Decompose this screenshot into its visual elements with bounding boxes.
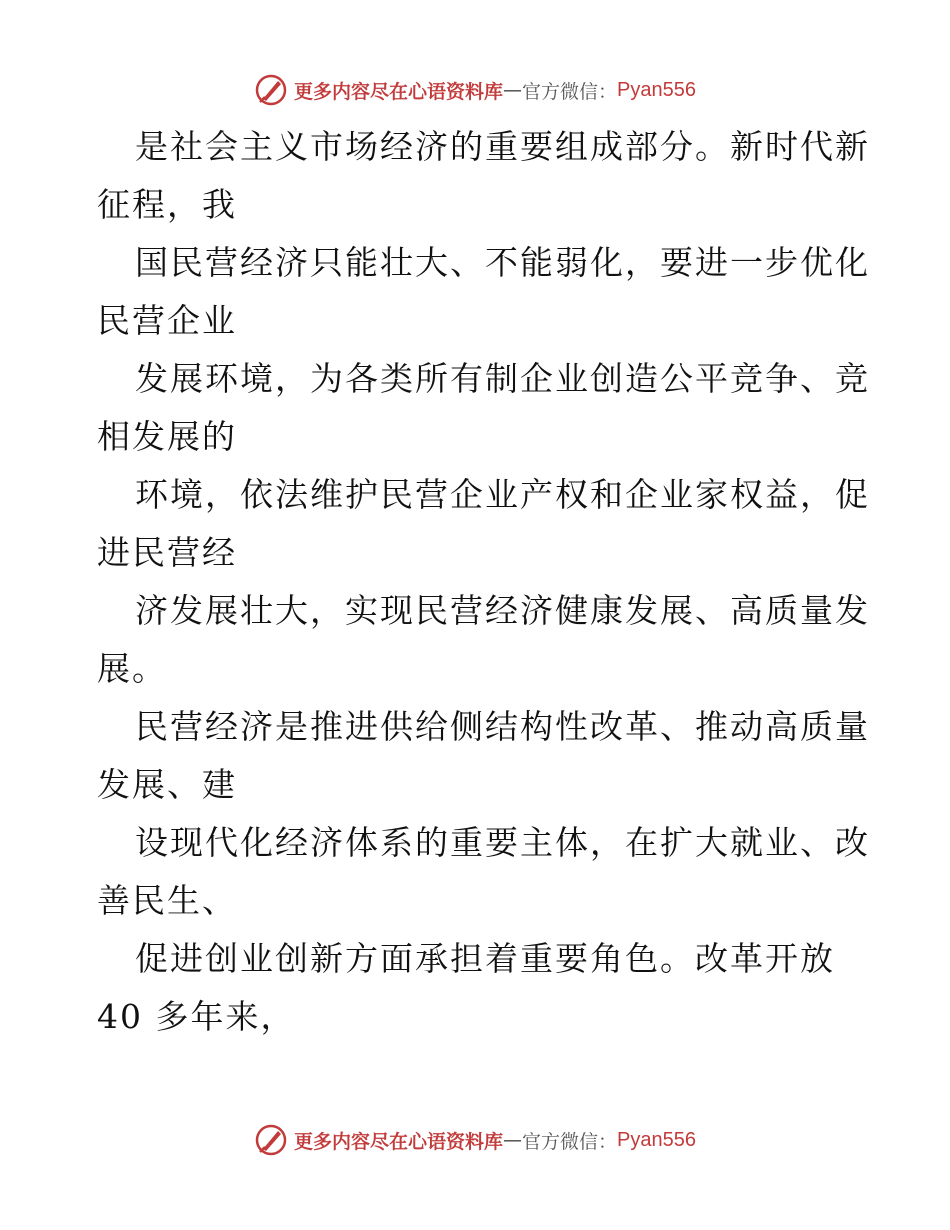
document-body (97, 118, 870, 1046)
watermark-label: 官方微信： (522, 1130, 618, 1153)
header-watermark (0, 70, 950, 110)
body-line: 是社会主义市场经济的重要组成部分。新时代新 (135, 127, 870, 166)
body-line: 展。 (97, 649, 167, 688)
body-line: 国民营经济只能壮大、不能弱化，要进一步优化 (135, 243, 870, 282)
body-line: 济发展壮大，实现民营经济健康发展、高质量发 (135, 591, 870, 630)
body-line: 征程，我 (97, 185, 237, 224)
body-line: 发展环境，为各类所有制企业创造公平竞争、竞 (135, 359, 870, 398)
body-line: 40 多年来， (97, 997, 296, 1036)
watermark-wechat-id: Pyan556 (617, 78, 696, 101)
body-line: 环境，依法维护民营企业产权和企业家权益，促 (135, 475, 870, 514)
quill-logo-icon (254, 1123, 288, 1157)
watermark-dash: — (503, 1129, 523, 1151)
body-line: 民营企业 (97, 301, 237, 340)
watermark-site-text: 更多内容尽在心语资料库 (294, 1130, 504, 1153)
body-line: 促进创业创新方面承担着重要角色。改革开放 (135, 939, 835, 978)
watermark-site-text: 更多内容尽在心语资料库 (294, 80, 504, 103)
body-line: 民营经济是推进供给侧结构性改革、推动高质量 (135, 707, 870, 746)
watermark-label: 官方微信： (522, 80, 618, 103)
body-line: 善民生、 (97, 881, 237, 920)
body-line: 设现代化经济体系的重要主体，在扩大就业、改 (135, 823, 870, 862)
watermark-dash: — (503, 79, 523, 101)
body-line: 发展、建 (97, 765, 237, 804)
body-line: 进民营经 (97, 533, 237, 572)
watermark-wechat-id: Pyan556 (617, 1128, 696, 1151)
footer-watermark (0, 1120, 950, 1160)
quill-logo-icon (254, 73, 288, 107)
body-line: 相发展的 (97, 417, 237, 456)
